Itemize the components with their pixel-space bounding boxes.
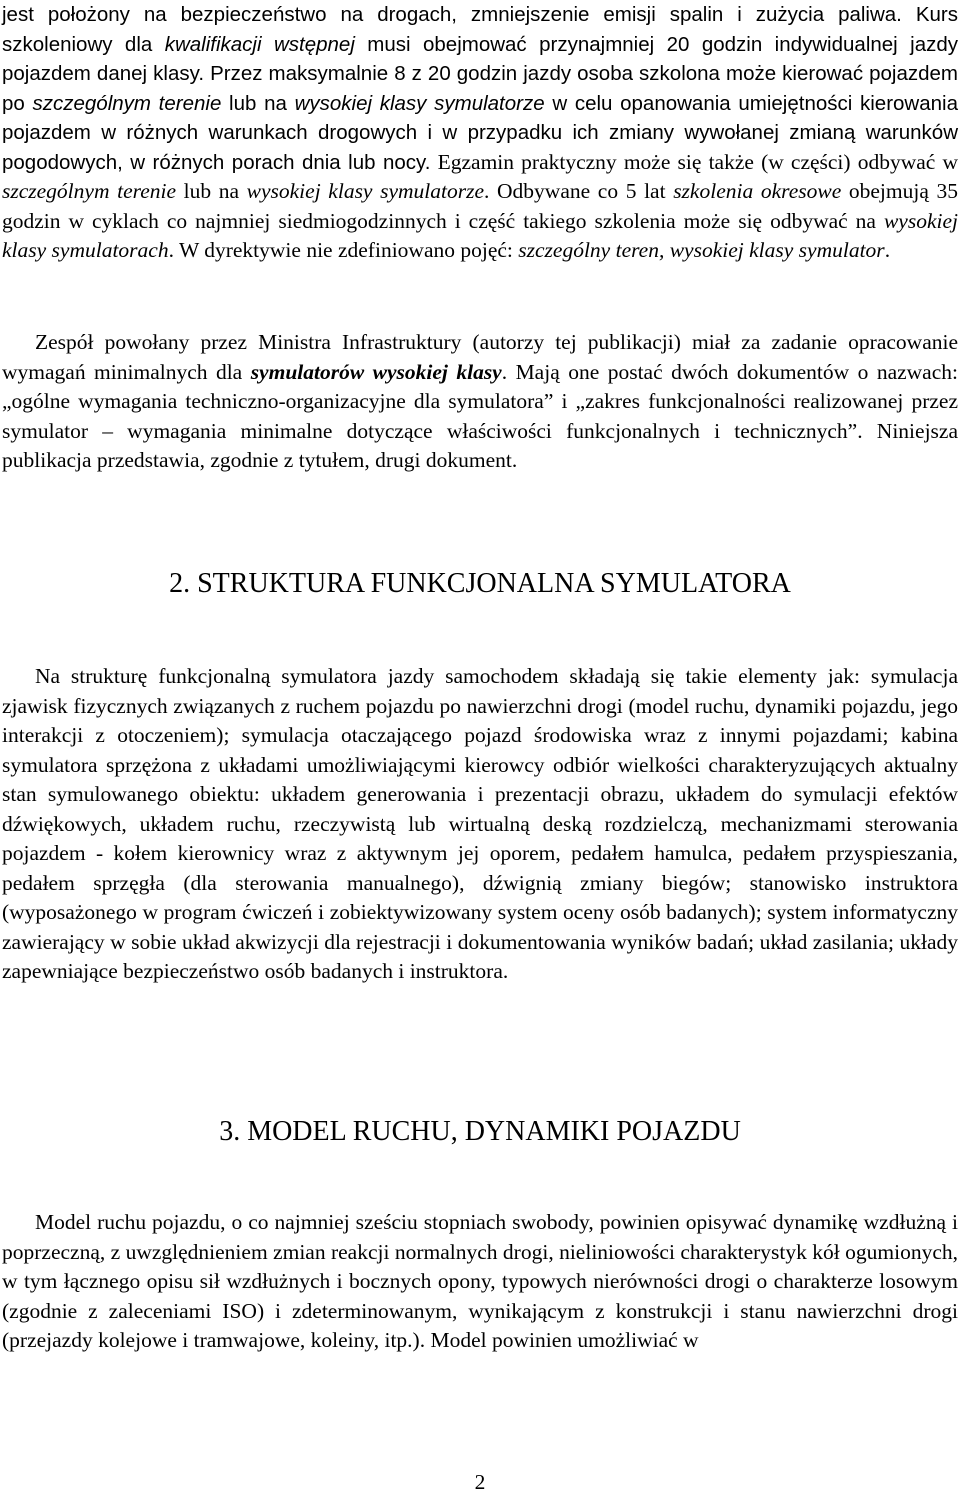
emphasis-text: szkolenia okresowe [673, 179, 842, 203]
text-run: Egzamin praktyczny może się także (w części) odbywać w [430, 149, 958, 174]
text-run: musi obejmować przynajmniej 20 godzin indywidualnej jazdy pojazdem danej klasy. [2, 32, 959, 85]
paragraph-directive-training [2, 0, 958, 266]
emphasis-text: szczególnym terenie [32, 91, 222, 115]
section-heading-structure: 2. STRUKTURA FUNKCJONALNA SYMULATORA [169, 568, 791, 599]
emphasis-text: szczególny teren, wysokiej klasy symulator [518, 238, 885, 262]
text-run: . Odbywane co 5 lat [484, 179, 674, 203]
text-run: Przez maksymalnie 8 z 20 godzin jazdy osoba szkolona może kierować pojazdem po [2, 62, 959, 115]
emphasis-text: szczególnym terenie [2, 179, 176, 203]
text-run: jest położony na bezpieczeństwo na drogach, zmniejszenie emisji spalin i zużycia paliwa. Kurs szkoleniowy dla [2, 3, 958, 56]
paragraph-team-requirements [2, 328, 958, 476]
emphasis-text: kwalifikacji wstępnej [164, 32, 355, 56]
emphasis-text: wysokiej klasy symulatorach [2, 208, 958, 262]
text-run: lub na [176, 179, 247, 203]
text-run: . Mają one postać dwóch dokumentów o nazwach: „ogólne wymagania techniczno-organizacyjne dla symulatora” i „zakres funkcjonalności realizowanej przez symulator – wymagania minimalne dotyczące właściwości funkcjonalnych i technicznych”. Niniejsza publikacja przedstawia, zgodnie z tytułem, drugi dokument. [2, 359, 958, 472]
paragraph-vehicle-model: Model ruchu pojazdu, o co najmniej sześciu stopniach swobody, powinien opisywać dynamikę wzdłużną i poprzeczną, z uwzględnieniem zmian reakcji normalnych drogi, nieliniowości charakterystyk kół ogumionych, w tym łącznego opisu sił wzdłużnych i bocznych opony, typowych nierówności drogi o charakterze losowym (zgodnie z zaleceniami ISO) i zdeterminowanym, wynikającym z konstrukcji i stanu nawierzchni drogi (przejazdy kolejowe i tramwajowe, koleiny, itp.). Model powinien umożliwiać w [2, 1210, 958, 1352]
emphasis-text: wysokiej klasy symulatorze [246, 179, 485, 203]
text-run: Zespół powołany przez Ministra Infrastruktury (autorzy tej publikacji) miał za zadanie opracowanie wymagań minimalnych dla [2, 330, 958, 384]
text-run: obejmują 35 godzin w cyklach co najmniej siedmiogodzinnych i część takiego szkolenia może się odbywać na [2, 179, 958, 233]
bold-emphasis-text: symulatorów wysokiej klasy [250, 359, 502, 384]
text-run: w celu opanowania umiejętności kierowania pojazdem w różnych warunkach drogowych i w przypadku ich zmiany wywołanej zmianą warunków pogodowych, w różnych porach dnia lub nocy. [2, 91, 958, 174]
text-run: . [884, 238, 891, 262]
section-heading-vehicle-model: 3. MODEL RUCHU, DYNAMIKI POJAZDU [219, 1116, 741, 1147]
text-run: . W dyrektywie nie zdefiniowano pojęć: [168, 238, 519, 262]
emphasis-text: wysokiej klasy symulatorze [294, 91, 545, 115]
paragraph-functional-structure: Na strukturę funkcjonalną symulatora jazdy samochodem składają się takie elementy jak: symulacja zjawisk fizycznych związanych z ruchem pojazdu po nawierzchni drogi (model ruchu, dynamiki pojazdu, jego interakcji z otoczeniem); symulacja otaczającego pojazd środowiska wraz z innymi pojazdami; kabina symulatora sprzężona z układami umożliwiającymi kierowcy odbiór wielkości charakteryzujących aktualny stan symulowanego obiektu: układem generowania i prezentacji obrazu, układem do symulacji efektów dźwiękowych, układem ruchu, rzeczywistą lub wirtualną deską rozdzielczą, mechanizmami sterowania pojazdem - kołem kierownicy wraz z aktywnym jej oporem, pedałem hamulca, pedałem przyspieszania, pedałem sprzęgła (dla sterowania manualnego), dźwignią zmiany biegów; stanowisko instruktora (wyposażonego w program ćwiczeń i zobiektywizowany system oceny osób badanych); system informatyczny zawierający w sobie układ akwizycji dla rejestracji i dokumentowania wyników badań; układ zasilania; układy zapewniające bezpieczeństwo osób badanych i instruktora. [2, 664, 958, 983]
page-number: 2 [474, 1470, 486, 1494]
text-run: lub na [221, 91, 295, 115]
